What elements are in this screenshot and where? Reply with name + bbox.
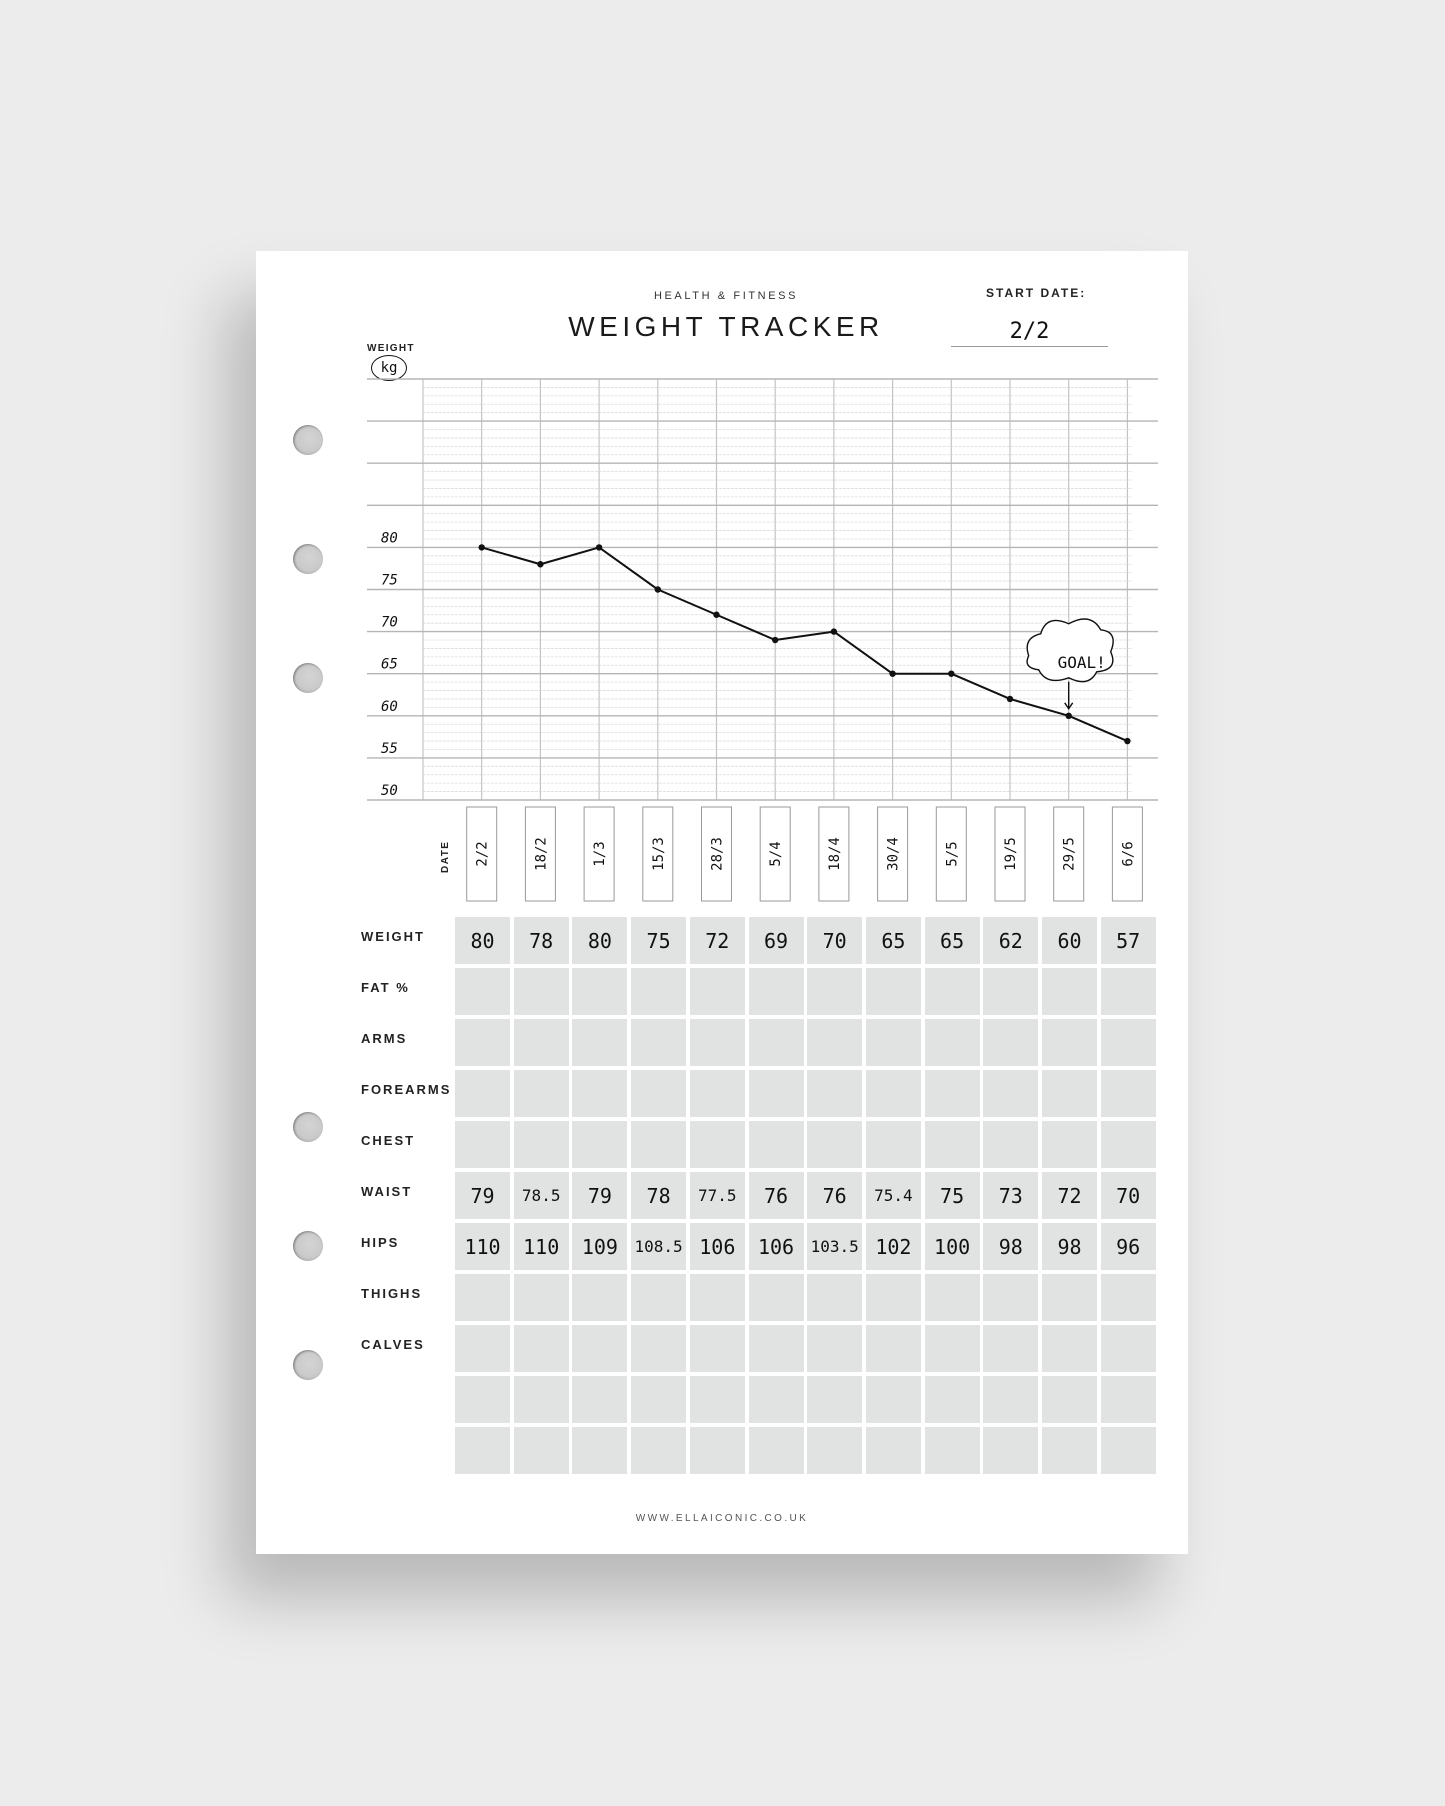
- table-cell: 109: [572, 1223, 627, 1270]
- table-cell: [690, 1325, 745, 1372]
- table-cell: [514, 1121, 569, 1168]
- table-cell: [749, 1274, 804, 1321]
- table-cell: 78: [514, 917, 569, 964]
- table-cell: [514, 1019, 569, 1066]
- date-label: 5/4: [768, 841, 785, 867]
- data-point: [479, 544, 485, 550]
- table-cell: [514, 1325, 569, 1372]
- date-label: 18/2: [533, 837, 550, 871]
- row-label: HIPS: [361, 1235, 400, 1250]
- binder-hole: [293, 1231, 323, 1261]
- table-cell: [514, 1274, 569, 1321]
- data-point: [1007, 696, 1013, 702]
- date-label: 6/6: [1120, 841, 1137, 867]
- table-cell: [631, 1427, 686, 1474]
- table-cell: 108.5: [631, 1223, 686, 1270]
- table-cell: [866, 1019, 921, 1066]
- table-cell: [455, 1376, 510, 1423]
- row-label: WAIST: [361, 1184, 413, 1199]
- table-cell: 65: [866, 917, 921, 964]
- table-cell: [514, 1376, 569, 1423]
- table-cell: [1042, 1070, 1097, 1117]
- planner-page: [256, 251, 1188, 1554]
- table-cell: [749, 1070, 804, 1117]
- page-subtitle: HEALTH & FITNESS: [653, 290, 799, 302]
- start-date-value: 2/2: [1009, 319, 1050, 344]
- table-cell: [1101, 1070, 1156, 1117]
- table-cell: [1042, 1121, 1097, 1168]
- table-cell: [807, 1376, 862, 1423]
- table-cell: 96: [1101, 1223, 1156, 1270]
- data-point: [1066, 713, 1072, 719]
- table-cell: [690, 1121, 745, 1168]
- table-cell: [455, 1325, 510, 1372]
- y-tick-label: 80: [381, 530, 398, 547]
- table-cell: 76: [749, 1172, 804, 1219]
- table-cell: [514, 1427, 569, 1474]
- table-cell: [514, 968, 569, 1015]
- table-cell: 98: [1042, 1223, 1097, 1270]
- table-cell: [807, 1121, 862, 1168]
- table-cell: 79: [572, 1172, 627, 1219]
- table-cell: [749, 968, 804, 1015]
- data-point: [713, 612, 719, 618]
- table-cell: [925, 1070, 980, 1117]
- table-cell: [690, 1274, 745, 1321]
- table-cell: [631, 1325, 686, 1372]
- table-cell: [749, 1325, 804, 1372]
- table-cell: [807, 1427, 862, 1474]
- table-cell: [1101, 1274, 1156, 1321]
- table-cell: [1042, 1019, 1097, 1066]
- table-cell: [1101, 1376, 1156, 1423]
- data-point: [537, 561, 543, 567]
- date-label: 1/3: [592, 841, 609, 867]
- table-cell: [807, 968, 862, 1015]
- table-cell: [866, 1427, 921, 1474]
- table-cell: 98: [983, 1223, 1038, 1270]
- table-cell: [749, 1121, 804, 1168]
- table-cell: [455, 968, 510, 1015]
- table-cell: [925, 1427, 980, 1474]
- table-cell: 75: [631, 917, 686, 964]
- table-cell: 72: [1042, 1172, 1097, 1219]
- table-cell: [866, 1274, 921, 1321]
- table-cell: [455, 1427, 510, 1474]
- table-cell: [572, 1325, 627, 1372]
- table-cell: [983, 1325, 1038, 1372]
- table-cell: [572, 1070, 627, 1117]
- table-cell: [925, 968, 980, 1015]
- y-tick-label: 65: [381, 656, 398, 673]
- table-cell: [572, 1376, 627, 1423]
- table-cell: [807, 1070, 862, 1117]
- table-cell: [807, 1274, 862, 1321]
- table-cell: 77.5: [690, 1172, 745, 1219]
- table-cell: 80: [455, 917, 510, 964]
- date-label: 28/3: [709, 837, 726, 871]
- data-point: [596, 544, 602, 550]
- binder-hole: [293, 1350, 323, 1380]
- row-label: FOREARMS: [361, 1082, 452, 1097]
- table-cell: [690, 1427, 745, 1474]
- table-cell: [455, 1274, 510, 1321]
- table-cell: [1101, 1325, 1156, 1372]
- unit-label: kg: [371, 355, 407, 381]
- table-cell: [690, 1019, 745, 1066]
- table-cell: [866, 1121, 921, 1168]
- table-cell: [983, 1376, 1038, 1423]
- table-cell: 65: [925, 917, 980, 964]
- table-cell: [631, 1274, 686, 1321]
- table-cell: [631, 1376, 686, 1423]
- table-cell: [866, 968, 921, 1015]
- table-cell: 80: [572, 917, 627, 964]
- date-label: 15/3: [650, 837, 667, 871]
- table-cell: [690, 1070, 745, 1117]
- table-cell: [807, 1019, 862, 1066]
- table-cell: [572, 968, 627, 1015]
- table-cell: [866, 1070, 921, 1117]
- table-cell: 70: [807, 917, 862, 964]
- row-label: CALVES: [361, 1337, 425, 1352]
- table-cell: [514, 1070, 569, 1117]
- binder-hole: [293, 1112, 323, 1142]
- table-cell: [572, 1274, 627, 1321]
- start-date-label: START DATE:: [986, 286, 1087, 300]
- table-cell: [925, 1325, 980, 1372]
- table-cell: [1042, 1325, 1097, 1372]
- table-cell: [807, 1325, 862, 1372]
- table-cell: 70: [1101, 1172, 1156, 1219]
- goal-annotation: GOAL!: [1057, 652, 1106, 672]
- data-point: [831, 628, 837, 634]
- date-label: 30/4: [885, 837, 902, 871]
- table-cell: [1042, 968, 1097, 1015]
- table-cell: [925, 1019, 980, 1066]
- table-cell: [631, 1121, 686, 1168]
- table-cell: [1042, 1274, 1097, 1321]
- y-tick-label: 55: [381, 740, 398, 757]
- data-point: [1124, 738, 1130, 744]
- table-cell: [1042, 1427, 1097, 1474]
- date-label: 19/5: [1003, 837, 1019, 871]
- footer-url: WWW.ELLAICONIC.CO.UK: [635, 1513, 809, 1524]
- table-cell: [983, 1427, 1038, 1474]
- weight-chart: [256, 251, 1188, 931]
- table-cell: [572, 1121, 627, 1168]
- y-tick-label: 70: [381, 614, 398, 631]
- x-axis-label: DATE: [440, 840, 451, 873]
- table-cell: [455, 1121, 510, 1168]
- table-cell: [1101, 1427, 1156, 1474]
- table-cell: 75.4: [866, 1172, 921, 1219]
- table-cell: 110: [455, 1223, 510, 1270]
- table-cell: [690, 968, 745, 1015]
- table-cell: [572, 1019, 627, 1066]
- table-cell: 57: [1101, 917, 1156, 964]
- table-cell: 62: [983, 917, 1038, 964]
- table-cell: [1101, 968, 1156, 1015]
- table-cell: 106: [690, 1223, 745, 1270]
- table-cell: 76: [807, 1172, 862, 1219]
- data-point: [948, 671, 954, 677]
- table-cell: [983, 1274, 1038, 1321]
- y-tick-label: 75: [381, 572, 398, 589]
- data-point: [772, 637, 778, 643]
- table-cell: [455, 1019, 510, 1066]
- table-cell: 73: [983, 1172, 1038, 1219]
- table-cell: [925, 1121, 980, 1168]
- table-cell: [1042, 1376, 1097, 1423]
- table-cell: [690, 1376, 745, 1423]
- table-cell: [1101, 1019, 1156, 1066]
- date-label: 5/5: [944, 841, 961, 867]
- row-label: WEIGHT: [361, 929, 425, 944]
- row-label: CHEST: [361, 1133, 416, 1148]
- table-cell: 100: [925, 1223, 980, 1270]
- table-cell: 110: [514, 1223, 569, 1270]
- row-label: ARMS: [361, 1031, 408, 1046]
- y-axis-label: WEIGHT: [367, 343, 415, 354]
- data-point: [889, 671, 895, 677]
- table-cell: 102: [866, 1223, 921, 1270]
- y-tick-label: 60: [381, 698, 398, 715]
- table-cell: [925, 1376, 980, 1423]
- table-cell: [749, 1427, 804, 1474]
- table-cell: [631, 1019, 686, 1066]
- date-label: 18/4: [826, 837, 843, 871]
- table-cell: 75: [925, 1172, 980, 1219]
- date-label: 2/2: [474, 841, 491, 867]
- table-cell: [631, 1070, 686, 1117]
- table-cell: [866, 1376, 921, 1423]
- table-cell: [866, 1325, 921, 1372]
- table-cell: 60: [1042, 917, 1097, 964]
- goal-bubble: [1027, 619, 1113, 682]
- data-point: [655, 586, 661, 592]
- table-cell: [925, 1274, 980, 1321]
- table-cell: 78.5: [514, 1172, 569, 1219]
- table-cell: 103.5: [807, 1223, 862, 1270]
- table-cell: [983, 1019, 1038, 1066]
- table-cell: [1101, 1121, 1156, 1168]
- row-label: FAT %: [361, 980, 410, 995]
- table-cell: 79: [455, 1172, 510, 1219]
- table-cell: [749, 1019, 804, 1066]
- page-title: WEIGHT TRACKER: [568, 311, 884, 342]
- table-cell: [983, 1121, 1038, 1168]
- row-label: THIGHS: [361, 1286, 423, 1301]
- table-cell: [455, 1070, 510, 1117]
- table-cell: [983, 968, 1038, 1015]
- y-tick-label: 50: [381, 783, 398, 799]
- table-cell: [749, 1376, 804, 1423]
- table-cell: [631, 968, 686, 1015]
- table-cell: 106: [749, 1223, 804, 1270]
- table-cell: 72: [690, 917, 745, 964]
- date-label: 29/5: [1061, 837, 1078, 871]
- table-cell: 78: [631, 1172, 686, 1219]
- table-cell: 69: [749, 917, 804, 964]
- table-cell: [572, 1427, 627, 1474]
- table-cell: [983, 1070, 1038, 1117]
